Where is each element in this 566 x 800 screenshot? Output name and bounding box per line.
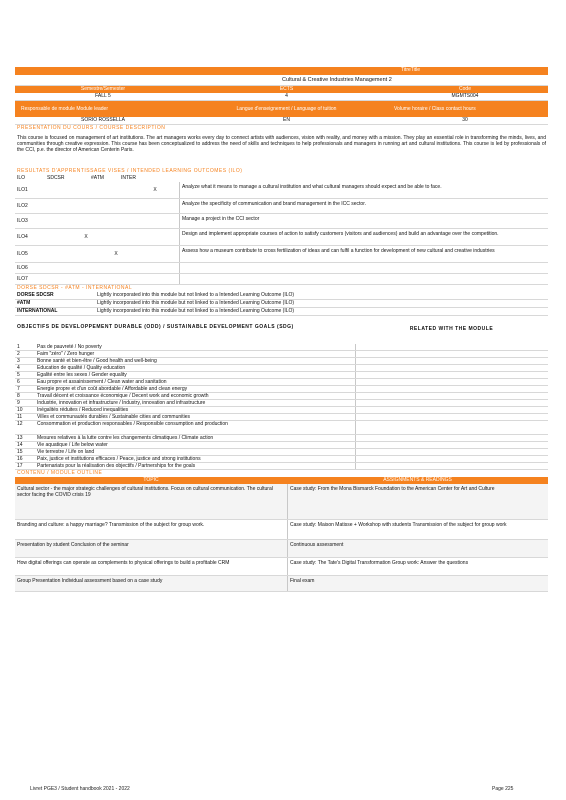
ilo-col-inter: INTER [121, 175, 136, 181]
outline-assignment: Case study: From the Mona Bismarck Foundation to the American Center for Art and Culture [287, 484, 548, 519]
outline-topic: How digital offerings can operate as complements to physical offerings to build a profitable CRM [17, 560, 230, 566]
dorse-heading: DORSE SDCSR - #ATM - INTERNATIONAL [17, 285, 133, 291]
footer-left: Livret PGE3 / Student handbook 2021 - 2022 [30, 786, 130, 792]
sdg-related-cell [355, 449, 548, 455]
outline-table [15, 484, 548, 592]
ilo-sdcsr-mark [71, 214, 101, 228]
outline-topic: Branding and culture: a happy marriage? Transmission of the subject for group work. [17, 522, 205, 528]
sdg-item [15, 463, 548, 470]
sdg-heading: OBJECTIFS DE DEVELOPPEMENT DURABLE (ODD) / SUSTAINABLE DEVELOPMENT GOALS (SDG) [17, 324, 294, 330]
sdg-number: 2 [17, 351, 20, 357]
sdg-related-cell [355, 344, 548, 350]
sdg-related-cell [355, 372, 548, 378]
ilo-id: ILO7 [17, 276, 28, 282]
ilo-inter-mark [131, 214, 179, 228]
semester-value-row [15, 93, 548, 101]
ilo-text: Design and implement appropriate courses of action to satisfy customers (visitors and audiences) and build an advantage over the competition. [179, 229, 548, 245]
dorse-row [15, 308, 548, 316]
ilo-sdcsr-mark: X [84, 234, 88, 240]
dorse-label: DORSE SDCSR [17, 292, 54, 298]
outline-row [15, 540, 548, 558]
handbook-page [15, 67, 548, 592]
outline-heading: CONTENU / MODULE OUTLINE [17, 470, 103, 476]
sdg-item [15, 442, 548, 449]
sdg-related-cell [355, 351, 548, 357]
dorse-label: #ATM [17, 300, 31, 306]
ilo-text: Assess how a museum contribute to cross fertilization of ideas and can fulfil a function for development of new cultural and creative industries [179, 246, 548, 262]
responsable-label: Responsable de module Module leader [21, 106, 109, 112]
sdg-related-cell [355, 442, 548, 448]
language-label: Langue d'enseignement / Language of tuition [236, 106, 337, 112]
ilo-atm-mark [101, 214, 131, 228]
ilo-row [15, 263, 548, 274]
ilo-column-headers [15, 175, 548, 182]
presentation-heading: PRESENTATION DU COURS / COURSE DESCRIPTION [17, 125, 166, 131]
code-label: Code [459, 86, 471, 92]
sdg-related-heading: RELATED WITH THE MODULE [409, 326, 494, 332]
sdg-item [15, 344, 548, 351]
sdg-number: 16 [17, 456, 23, 462]
course-title-row [15, 75, 548, 86]
semester-header-row [15, 86, 548, 93]
title-label-row [15, 67, 548, 75]
ilo-atm-mark [101, 229, 131, 245]
sdg-text: Industrie, innovation et infrastructure / Industry, innovation and infrastructure [37, 400, 206, 406]
sdg-text: Education de qualité / Quality education [37, 365, 126, 371]
ilo-atm-mark: X [114, 251, 118, 257]
sdg-item [15, 421, 548, 435]
sdg-list [15, 344, 548, 470]
ilo-id: ILO4 [17, 234, 28, 240]
outline-row [15, 520, 548, 540]
ilo-id: ILO3 [17, 218, 28, 224]
sdg-item [15, 414, 548, 421]
dorse-table [15, 292, 548, 316]
sdg-related-cell [355, 435, 548, 441]
ilo-row [15, 229, 548, 246]
sdg-number: 1 [17, 344, 20, 350]
sdg-text: Bonne santé et bien-être / Good health and well-being [37, 358, 157, 364]
sdg-text: Faim "zéro" / Zero hunger [37, 351, 95, 357]
sdg-item [15, 351, 548, 358]
sdg-header-row [15, 322, 548, 344]
sdg-item [15, 379, 548, 386]
outline-topic: Cultural sector - the major strategic challenges of cultural institutions. Focus on cultural communication. The cultural sector facing the COVID crisis 19 [17, 486, 273, 498]
ilo-id: ILO1 [17, 187, 28, 193]
ilo-col-sdcsr: SDCSR [47, 175, 65, 181]
dorse-text: Lightly incorporated into this module but not linked to a Intended Learning Outcome (ILO) [97, 300, 295, 306]
ilo-text: Analyze what it means to manage a cultural institution and what cultural managers should expect and be able to face. [179, 182, 548, 198]
ilo-heading: RESULTATS D'APPRENTISSAGE VISES / INTENDED LEARNING OUTCOMES (ILO) [17, 168, 243, 174]
ilo-row [15, 182, 548, 199]
sdg-item [15, 400, 548, 407]
assignments-label: ASSIGNMENTS & READINGS [383, 477, 452, 483]
ilo-inter-mark [131, 199, 179, 213]
sdg-related-cell [355, 463, 548, 469]
outline-assignment: Case study: Maison Matisse + Workshop with students Transmission of the subject for group work [287, 520, 548, 539]
language-value: EN [283, 117, 290, 123]
ilo-text: Analyze the specificity of communication and brand management in the ICC sector. [179, 199, 548, 213]
sdg-number: 17 [17, 463, 23, 469]
sdg-number: 10 [17, 407, 23, 413]
sdg-item [15, 393, 548, 400]
ilo-col-ilo: ILO [17, 175, 26, 181]
leader-value-row [15, 117, 548, 125]
sdg-text: Partenariats pour la réalisation des objectifs / Partnerships for the goals [37, 463, 196, 469]
sdg-text: Energie propre et d'un coût abordable / Affordable and clean energy [37, 386, 188, 392]
sdg-text: Pas de pauvreté / No poverty [37, 344, 102, 350]
ilo-table [15, 182, 548, 285]
sdg-text: Inégalités réduites / Reduced inequalities [37, 407, 129, 413]
ilo-row [15, 246, 548, 263]
sdg-related-cell [355, 365, 548, 371]
sdg-text: Villes et communautés durables / Sustainable cities and communities [37, 414, 191, 420]
footer-page-number: Page 225 [492, 786, 514, 792]
sdg-item [15, 456, 548, 463]
dorse-label: INTERNATIONAL [17, 308, 58, 314]
topic-label: TOPIC [143, 477, 159, 483]
leader-value: SORIO ROSSELLA [81, 117, 125, 123]
ilo-inter-mark [131, 246, 179, 262]
sdg-number: 7 [17, 386, 20, 392]
leader-header-row [15, 101, 548, 117]
sdg-number: 3 [17, 358, 20, 364]
ilo-text [179, 263, 548, 273]
sdg-item [15, 386, 548, 393]
sdg-number: 5 [17, 372, 20, 378]
sdg-related-cell [355, 400, 548, 406]
sdg-number: 14 [17, 442, 23, 448]
sdg-text: Vie terrestre / Life on land [37, 449, 95, 455]
outline-row [15, 484, 548, 520]
outline-topic: Group Presentation Individual assessment based on a case study [17, 578, 163, 584]
dorse-text: Lightly incorporated into this module but not linked to a Intended Learning Outcome (ILO) [97, 292, 295, 298]
sdg-item [15, 435, 548, 442]
outline-assignment: Final exam [287, 576, 548, 591]
outline-row [15, 558, 548, 576]
dorse-row [15, 300, 548, 308]
ilo-row [15, 199, 548, 214]
sdg-related-cell [355, 358, 548, 364]
outline-header-row [15, 477, 548, 484]
ilo-inter-mark: X [153, 187, 157, 193]
sdg-item [15, 372, 548, 379]
code-value: MGMTS004 [451, 93, 479, 99]
sdg-number: 9 [17, 400, 20, 406]
ilo-row [15, 214, 548, 229]
sdg-item [15, 365, 548, 372]
ilo-atm-mark [101, 199, 131, 213]
sdg-related-cell [355, 379, 548, 385]
ilo-sdcsr-mark [71, 182, 101, 198]
ilo-inter-mark [131, 229, 179, 245]
dorse-text: Lightly incorporated into this module but not linked to a Intended Learning Outcome (ILO) [97, 308, 295, 314]
sdg-text: Paix, justice et institutions efficaces / Peace, justice and strong institutions [37, 456, 201, 462]
course-title: Cultural & Creative Industries Management 2 [282, 77, 392, 83]
sdg-text: Egalité entre les sexes / Gender equality [37, 372, 127, 378]
sdg-item [15, 449, 548, 456]
outline-assignment: Continuous assessment [287, 540, 548, 557]
ilo-row [15, 274, 548, 285]
ilo-id: ILO2 [17, 203, 28, 209]
ilo-col-atm: #ATM [91, 175, 104, 181]
sdg-number: 8 [17, 393, 20, 399]
sdg-number: 12 [17, 421, 23, 427]
sdg-item [15, 358, 548, 365]
semester-label: Semestre/Semester [80, 86, 126, 92]
sdg-item [15, 407, 548, 414]
ilo-text: Manage a project in the CCI sector [179, 214, 548, 228]
sdg-text: Consommation et production responsables / Responsible consumption and production [37, 421, 228, 427]
outline-row [15, 576, 548, 592]
sdg-number: 6 [17, 379, 20, 385]
ilo-id: ILO6 [17, 265, 28, 271]
sdg-text: Mesures relatives à la lutte contre les changements climatiques / Climate action [37, 435, 214, 441]
sdg-related-cell [355, 456, 548, 462]
ilo-sdcsr-mark [71, 199, 101, 213]
sdg-related-cell [355, 386, 548, 392]
sdg-text: Eau propre et assainissement / Clean water and sanitation [37, 379, 167, 385]
sdg-related-cell [355, 407, 548, 413]
ilo-id: ILO5 [17, 251, 28, 257]
hours-value: 30 [462, 117, 468, 123]
semester-value: FALL 5 [95, 93, 111, 99]
sdg-text: Travail décent et croissance économique / Decent work and economic growth [37, 393, 209, 399]
presentation-text: This course is focused on management of art institutions. The art managers works every day to connect artists with audiences, vision with reality, and money with a mission. They play an essential role in transforming the minds, lives, and communities through creative expression. This course has been conceptualized to address the need of skills and techniques to help professionals and managers in running art and cultural institutions. This course is led by professionals of the CCI, p.e. the director of American Centerin Paris. [17, 135, 546, 153]
sdg-related-cell [355, 393, 548, 399]
sdg-number: 11 [17, 414, 23, 420]
ilo-text [179, 274, 548, 284]
hours-label: Volume horaire / Class contact hours [394, 106, 476, 112]
sdg-related-cell [355, 414, 548, 420]
sdg-number: 13 [17, 435, 23, 441]
outline-topic: Presentation by student Conclusion of the seminar [17, 542, 129, 548]
sdg-related-cell [355, 421, 548, 434]
title-label: TitreTitle [400, 67, 421, 73]
outline-assignment: Case study: The Tate's Digital Transformation Group work: Answer the questions [287, 558, 548, 575]
ects-label: ECTS [279, 86, 294, 92]
ects-value: 4 [285, 93, 288, 99]
sdg-number: 15 [17, 449, 23, 455]
ilo-sdcsr-mark [71, 246, 101, 262]
sdg-text: Vie aquatique / Life below water [37, 442, 108, 448]
ilo-atm-mark [101, 182, 131, 198]
dorse-row [15, 292, 548, 300]
sdg-number: 4 [17, 365, 20, 371]
